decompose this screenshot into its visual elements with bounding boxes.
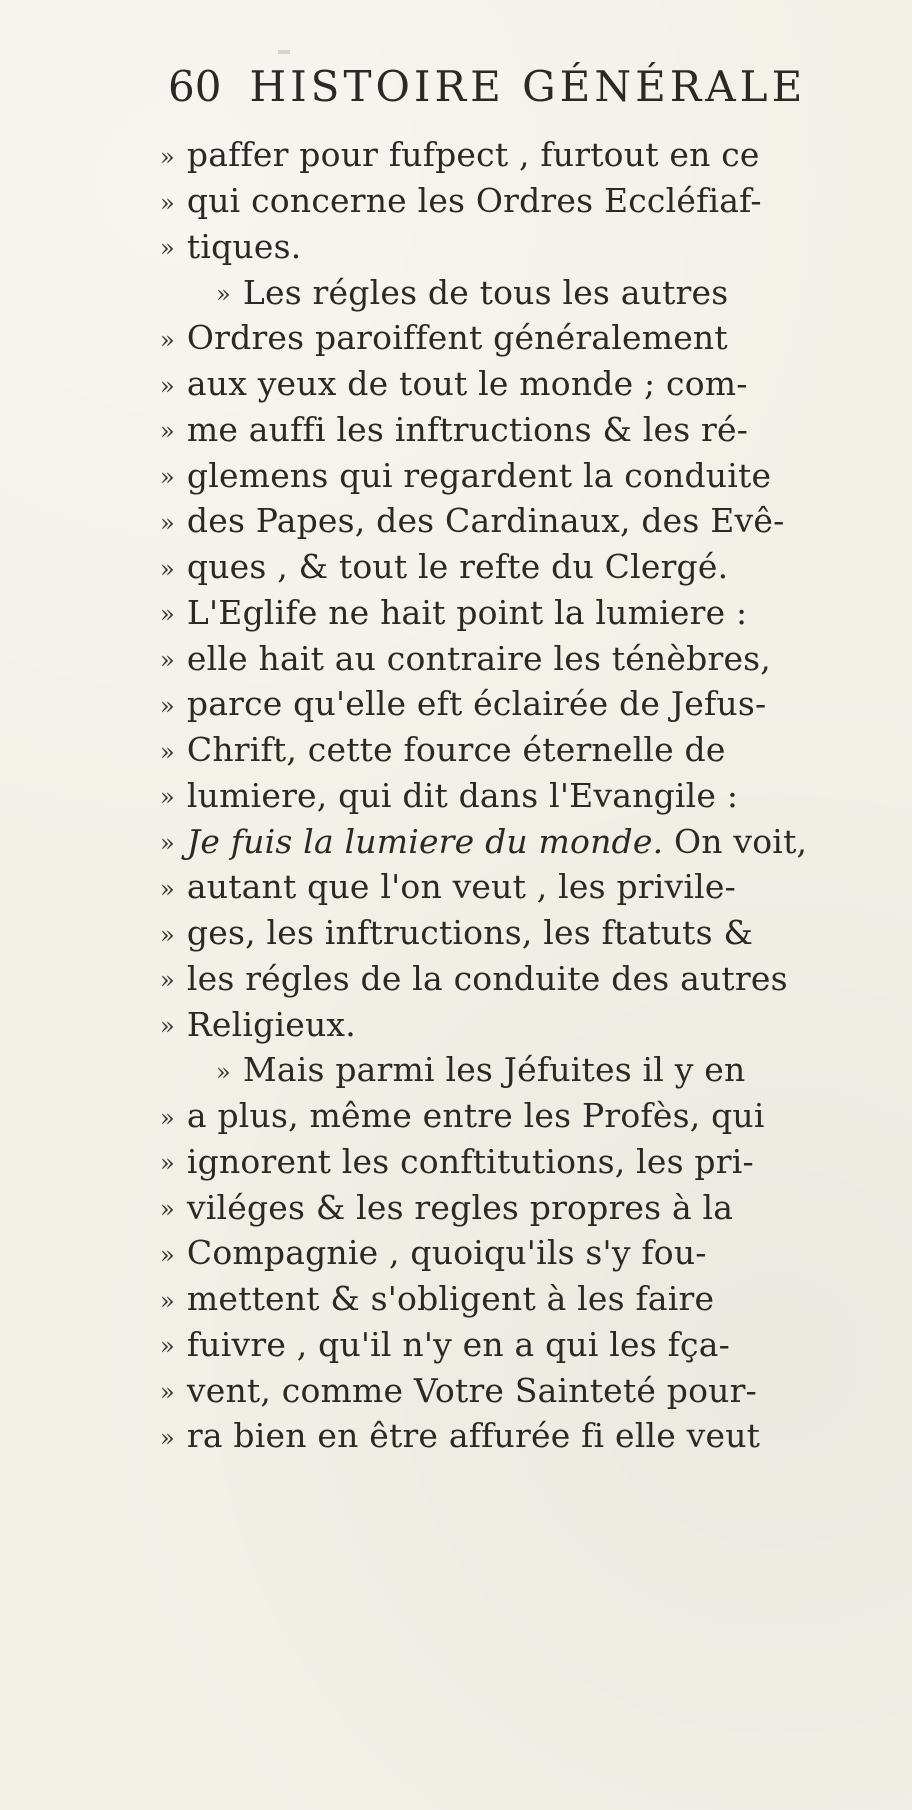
line-text-suffix: On voit,: [663, 821, 808, 861]
quote-mark: »: [160, 142, 175, 171]
line-text: mettent & s'obligent à les faire: [186, 1279, 715, 1319]
text-line: [160, 910, 850, 956]
line-text: les régles de la conduite des autres: [186, 958, 788, 998]
quote-mark: »: [160, 1378, 175, 1407]
quote-mark: »: [160, 325, 175, 354]
line-text: Ordres paroiffent généralement: [186, 318, 728, 358]
line-text: fuivre , qu'il n'y en a qui les fça-: [186, 1324, 730, 1364]
text-line: [160, 818, 850, 864]
line-text: Chrift, cette fource éternelle de: [186, 730, 726, 770]
quote-mark: »: [216, 280, 231, 309]
page-number: 60: [168, 62, 222, 111]
text-line: [160, 727, 850, 773]
text-line: [160, 269, 850, 315]
text-line: [160, 1001, 850, 1047]
quote-mark: »: [160, 371, 175, 400]
text-line: [160, 1139, 850, 1185]
quote-mark: »: [160, 508, 175, 537]
line-text: ra bien en être affurée fi elle veut: [186, 1416, 761, 1456]
line-text: [186, 821, 808, 861]
text-line: [160, 773, 850, 819]
line-text: vent, comme Votre Sainteté pour-: [186, 1370, 757, 1410]
quote-mark: »: [160, 554, 175, 583]
quote-mark: »: [160, 188, 175, 217]
quote-mark: »: [160, 1286, 175, 1315]
quote-mark: »: [160, 600, 175, 629]
quote-mark: »: [160, 691, 175, 720]
text-line: [160, 1276, 850, 1322]
text-line: [160, 361, 850, 407]
quote-mark: »: [216, 1057, 231, 1086]
line-text: Compagnie , quoiqu'ils s'y fou-: [186, 1233, 707, 1273]
text-line: [160, 224, 850, 270]
quote-mark: »: [160, 783, 175, 812]
text-line: [160, 864, 850, 910]
text-line: [160, 1230, 850, 1276]
quote-mark: »: [160, 737, 175, 766]
text-line: [160, 178, 850, 224]
text-line: [160, 132, 850, 178]
quote-mark: »: [160, 920, 175, 949]
quote-mark: »: [160, 1103, 175, 1132]
quote-mark: »: [160, 1149, 175, 1178]
line-text: ges, les inftructions, les ftatuts &: [186, 913, 754, 953]
line-text: qui concerne les Ordres Eccléfiaf-: [186, 181, 762, 221]
text-line: [160, 1184, 850, 1230]
quote-mark: »: [160, 1240, 175, 1269]
page-header: [168, 62, 818, 124]
line-text: des Papes, des Cardinaux, des Evê-: [186, 501, 785, 541]
italic-quote: Je fuis la lumiere du monde.: [186, 821, 664, 861]
text-line: [160, 590, 850, 636]
text-line: [160, 544, 850, 590]
text-line: [160, 315, 850, 361]
text-line: [160, 1093, 850, 1139]
text-line: [160, 1047, 850, 1093]
text-line: [160, 1322, 850, 1368]
quote-mark: »: [160, 1423, 175, 1452]
text-line: [160, 635, 850, 681]
quote-mark: »: [160, 1332, 175, 1361]
line-text: me auffi les inftructions & les ré-: [186, 409, 749, 449]
quote-mark: »: [160, 1195, 175, 1224]
line-text: ques , & tout le refte du Clergé.: [186, 547, 729, 587]
quote-mark: »: [160, 874, 175, 903]
line-text: aux yeux de tout le monde ; com-: [186, 364, 748, 404]
quote-mark: »: [160, 234, 175, 263]
line-text: lumiere, qui dit dans l'Evangile :: [186, 775, 739, 815]
line-text: Les régles de tous les autres: [242, 272, 729, 312]
quote-mark: »: [160, 829, 175, 858]
line-text: ignorent les conftitutions, les pri-: [186, 1141, 754, 1181]
running-head: HISTOIRE GÉNÉRALE: [249, 62, 807, 111]
text-line: [160, 681, 850, 727]
text-line: [160, 498, 850, 544]
line-text: elle hait au contraire les ténèbres,: [186, 638, 771, 678]
quote-mark: »: [160, 417, 175, 446]
text-line: [160, 407, 850, 453]
line-text: Religieux.: [186, 1004, 356, 1044]
line-text: a plus, même entre les Profès, qui: [186, 1096, 765, 1136]
text-line: [160, 1413, 850, 1459]
quote-mark: »: [160, 966, 175, 995]
line-text: glemens qui regardent la conduite: [186, 455, 772, 495]
quote-mark: »: [160, 646, 175, 675]
printer-mark: [278, 50, 290, 54]
text-line: [160, 956, 850, 1002]
line-text: L'Eglife ne hait point la lumiere :: [186, 592, 748, 632]
line-text: tiques.: [186, 226, 302, 266]
text-line: [160, 452, 850, 498]
quote-mark: »: [160, 463, 175, 492]
line-text: paffer pour fufpect , furtout en ce: [186, 135, 760, 175]
line-text: parce qu'elle eft éclairée de Jefus-: [186, 684, 767, 724]
body-text: [160, 132, 850, 1459]
text-line: [160, 1367, 850, 1413]
line-text: viléges & les regles propres à la: [186, 1187, 734, 1227]
line-text: Mais parmi les Jéfuites il y en: [242, 1050, 746, 1090]
quote-mark: »: [160, 1012, 175, 1041]
line-text: autant que l'on veut , les privile-: [186, 867, 736, 907]
